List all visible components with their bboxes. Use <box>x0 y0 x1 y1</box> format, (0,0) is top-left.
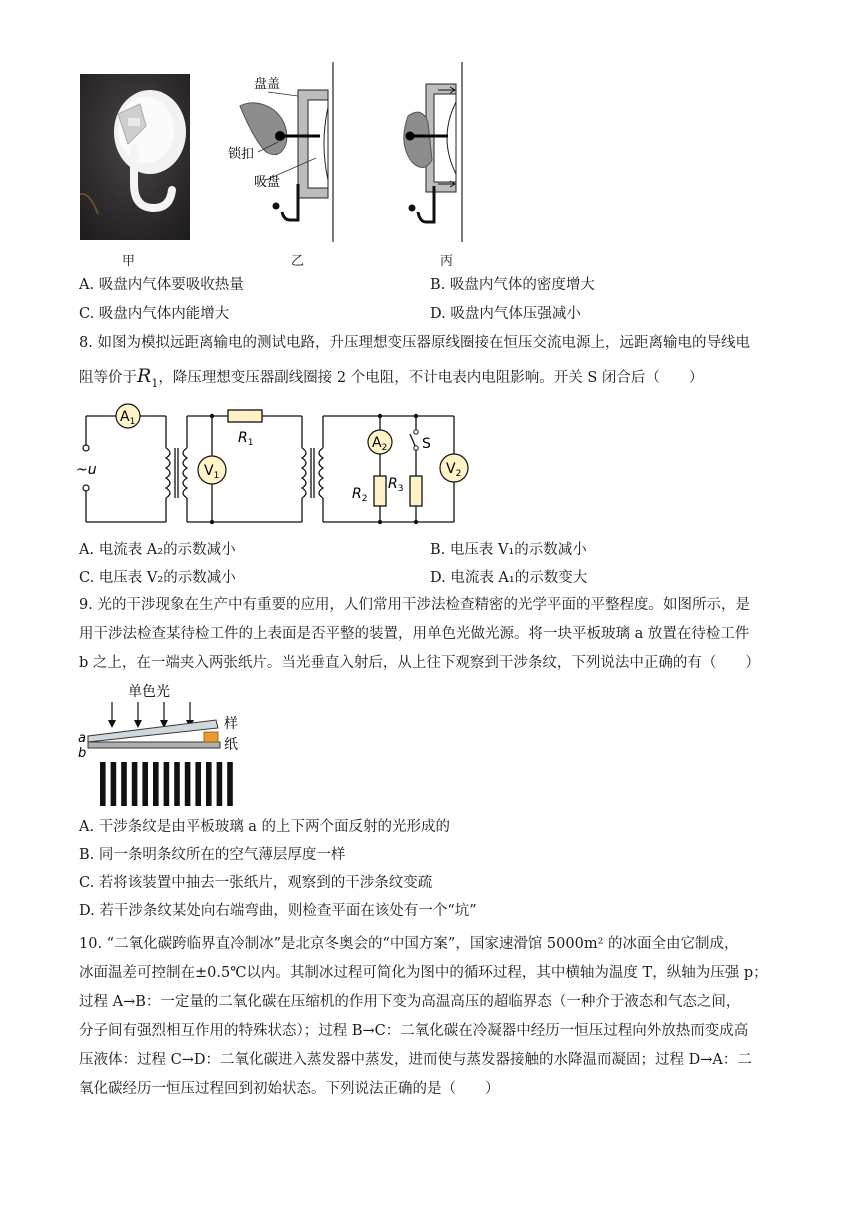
fringe-bar <box>111 762 117 806</box>
q7-option-d: D. 吸盘内气体压强减小 <box>430 306 581 322</box>
meter-v1: $V_1$ <box>204 463 220 481</box>
interference-setup-diagram <box>76 682 256 808</box>
fringe-bar <box>142 762 148 806</box>
q10-line-5: 压液体：过程 C→D：二氧化碳进入蒸发器中蒸发，进而使与蒸发器接触的水降温而凝固；过程 D→A：二 <box>79 1052 752 1068</box>
fringe-bar <box>100 762 106 806</box>
q10-line-4: 分子间有强烈相互作用的特殊状态）；过程 B→C：二氧化碳在冷凝器中经历一恒压过程向外放热而变成高 <box>79 1023 749 1039</box>
fringe-bar <box>195 762 201 806</box>
q7-option-b: B. 吸盘内气体的密度增大 <box>430 277 595 293</box>
q10-line-6: 氧化碳经历一恒压过程回到初始状态。下列说法正确的是（ ） <box>79 1081 500 1097</box>
q8-stem-1: 8. 如图为模拟远距离输电的测试电路，升压理想变压器原线圈接在恒压交流电源上，远距离输电的导线电 <box>79 335 750 351</box>
q8-option-b: B. 电压表 V₁的示数减小 <box>430 542 587 558</box>
circuit-diagram <box>74 400 474 528</box>
label-b: b <box>78 746 87 761</box>
interference-fringes <box>100 762 233 806</box>
q10-line-3: 过程 A→B：一定量的二氧化碳在压缩机的作用下变为高温高压的超临界态（一种介于液态和气态之间， <box>79 994 741 1010</box>
label-cup: 吸盘 <box>254 175 281 190</box>
fringe-bar <box>217 762 223 806</box>
photo-hook <box>80 74 190 240</box>
meter-v2: $V_2$ <box>446 461 462 479</box>
label-cap: 盘盖 <box>254 77 281 92</box>
q10-line-1: 10. “二氧化碳跨临界直冷制冰”是北京冬奥会的“中国方案”，国家速滑馆 5000m² 的冰面全由它制成， <box>79 936 739 952</box>
q9-stem-1: 9. 光的干涉现象在生产中有重要的应用，人们常用干涉法检查精密的光学平面的平整程度。如图所示，是 <box>79 597 750 613</box>
meter-a1: $A_1$ <box>120 409 136 427</box>
fringe-bar <box>121 762 127 806</box>
fringe-bar <box>206 762 212 806</box>
fringe-bar <box>174 762 180 806</box>
q8-stem-2: 阻等价于$R_1$，降压理想变压器副线圈接 2 个电阻，不计电表内电阻影响。开关 S 闭合后（ ） <box>79 365 704 390</box>
label-sample: 样 <box>224 716 238 732</box>
label-paper: 纸 <box>224 737 238 753</box>
source-label: ~u <box>76 462 97 478</box>
q9-option-b: B. 同一条明条纹所在的空气薄层厚度一样 <box>79 847 346 863</box>
fringe-bar <box>153 762 159 806</box>
q8-option-a: A. 电流表 A₂的示数减小 <box>79 542 236 558</box>
label-lock: 锁扣 <box>228 147 255 162</box>
figure-c-diagram <box>388 62 478 242</box>
q7-option-a: A. 吸盘内气体要吸收热量 <box>79 277 244 293</box>
q7-option-c: C. 吸盘内气体内能增大 <box>79 306 230 322</box>
label-a: a <box>78 731 86 746</box>
q9-stem-3: b 之上，在一端夹入两张纸片。当光垂直入射后，从上往下观察到干涉条纹，下列说法中正确的有（ ） <box>79 655 760 671</box>
label-light: 单色光 <box>128 684 170 700</box>
fringe-bar <box>185 762 191 806</box>
fringe-bar <box>164 762 170 806</box>
label-r2: $R_2$ <box>352 486 368 504</box>
label-switch: S <box>422 436 431 452</box>
caption-c: 丙 <box>440 254 454 269</box>
label-r1: $R_1$ <box>238 430 254 448</box>
label-r3: $R_3$ <box>388 476 404 494</box>
q8-option-c: C. 电压表 V₂的示数减小 <box>79 570 236 586</box>
q9-option-c: C. 若将该装置中抽去一张纸片，观察到的干涉条纹变疏 <box>79 875 433 891</box>
meter-a2: $A_2$ <box>372 435 388 453</box>
caption-a: 甲 <box>122 254 136 269</box>
figure-b-diagram <box>228 62 348 242</box>
q9-stem-2: 用干涉法检查某待检工件的上表面是否平整的装置，用单色光做光源。将一块平板玻璃 a 放置在待检工件 <box>79 626 750 642</box>
q8-option-d: D. 电流表 A₁的示数变大 <box>430 570 588 586</box>
q10-line-2: 冰面温差可控制在±0.5℃以内。其制冰过程可简化为图中的循环过程，其中横轴为温度 T，纵轴为压强 p； <box>79 965 768 981</box>
q9-option-a: A. 干涉条纹是由平板玻璃 a 的上下两个面反射的光形成的 <box>79 819 451 835</box>
caption-b: 乙 <box>291 254 305 269</box>
fringe-bar <box>132 762 138 806</box>
fringe-bar <box>227 762 233 806</box>
q9-option-d: D. 若干涉条纹某处向右端弯曲，则检查平面在该处有一个“坑” <box>79 903 477 919</box>
